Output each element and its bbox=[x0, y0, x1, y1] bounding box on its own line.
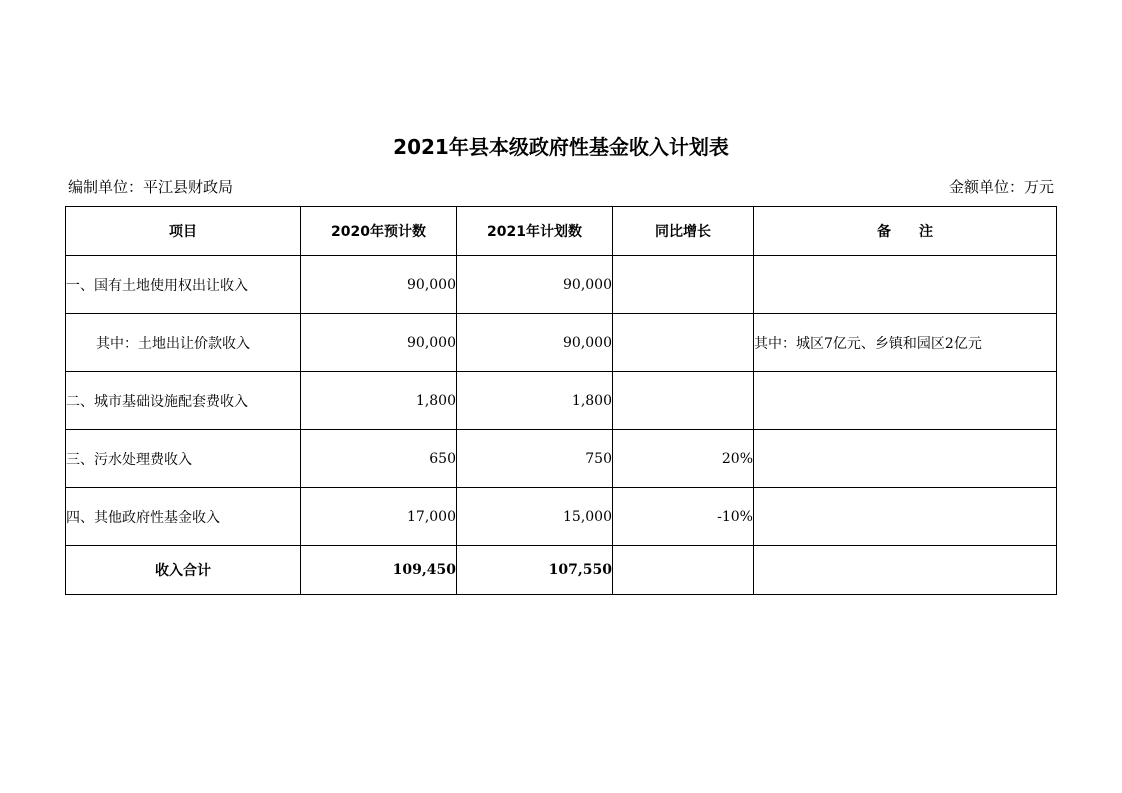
row-2021-value: 1,800 bbox=[457, 372, 613, 430]
row-item: 三、污水处理费收入 bbox=[66, 430, 301, 488]
table-row bbox=[66, 488, 1057, 546]
row-2021-value: 750 bbox=[457, 430, 613, 488]
header-note bbox=[754, 207, 1057, 256]
row-2020-value: 90,000 bbox=[301, 314, 457, 372]
unit-label: 金额单位：万元 bbox=[948, 178, 1054, 196]
row-growth bbox=[613, 372, 754, 430]
table-row bbox=[66, 430, 1057, 488]
row-2020-value: 90,000 bbox=[301, 256, 457, 314]
row-growth bbox=[613, 314, 754, 372]
row-item: 二、城市基础设施配套费收入 bbox=[66, 372, 301, 430]
row-growth bbox=[613, 256, 754, 314]
row-2020-value: 1,800 bbox=[301, 372, 457, 430]
header-item: 项目 bbox=[66, 207, 301, 256]
total-2020-value: 109,450 bbox=[301, 546, 457, 595]
compiler-label: 编制单位：平江县财政局 bbox=[68, 178, 234, 196]
header-2021-plan: 2021年计划数 bbox=[457, 207, 613, 256]
header-note-label: 备注 bbox=[877, 224, 961, 240]
row-2021-value: 90,000 bbox=[457, 314, 613, 372]
row-2020-value: 650 bbox=[301, 430, 457, 488]
table-header-row bbox=[66, 207, 1057, 256]
table-row bbox=[66, 256, 1057, 314]
document-title: 2021年县本级政府性基金收入计划表 bbox=[393, 135, 729, 159]
total-growth bbox=[613, 546, 754, 595]
total-label: 收入合计 bbox=[66, 546, 301, 595]
row-item: 四、其他政府性基金收入 bbox=[66, 488, 301, 546]
row-note bbox=[754, 488, 1057, 546]
row-2021-value: 15,000 bbox=[457, 488, 613, 546]
row-2021-value: 90,000 bbox=[457, 256, 613, 314]
table-row bbox=[66, 314, 1057, 372]
row-note bbox=[754, 372, 1057, 430]
row-note bbox=[754, 430, 1057, 488]
header-growth: 同比增长 bbox=[613, 207, 754, 256]
row-item: 一、国有土地使用权出让收入 bbox=[66, 256, 301, 314]
total-note bbox=[754, 546, 1057, 595]
total-2021-value: 107,550 bbox=[457, 546, 613, 595]
row-growth: 20% bbox=[613, 430, 754, 488]
total-row bbox=[66, 546, 1057, 595]
row-2020-value: 17,000 bbox=[301, 488, 457, 546]
row-growth: -10% bbox=[613, 488, 754, 546]
table-row bbox=[66, 372, 1057, 430]
row-note: 其中：城区7亿元、乡镇和园区2亿元 bbox=[754, 314, 1057, 372]
revenue-plan-table bbox=[65, 206, 1057, 595]
row-item: 其中：土地出让价款收入 bbox=[66, 314, 301, 372]
row-note bbox=[754, 256, 1057, 314]
header-2020-estimate: 2020年预计数 bbox=[301, 207, 457, 256]
